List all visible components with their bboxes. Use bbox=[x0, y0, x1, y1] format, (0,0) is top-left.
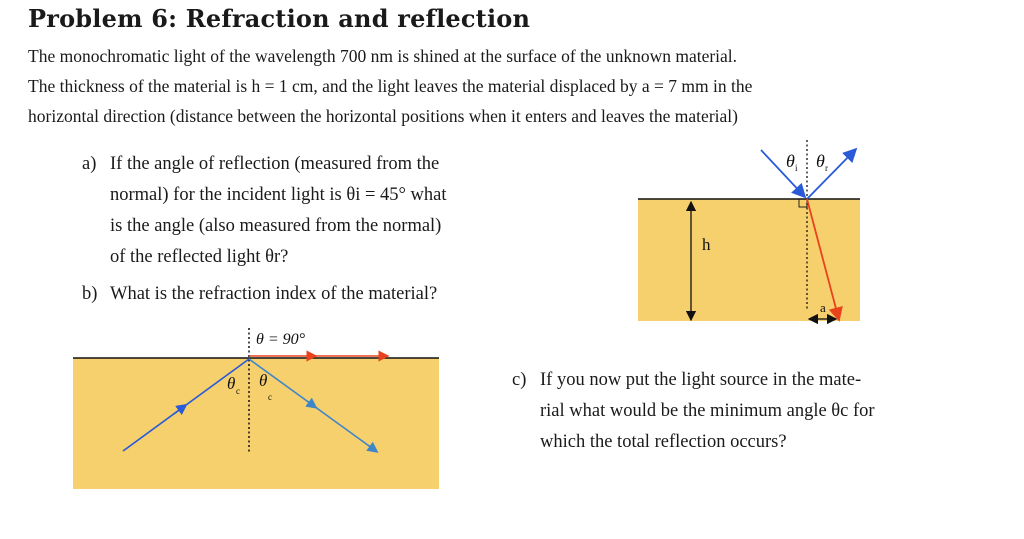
problem-title: Problem 6: Refraction and reflection bbox=[28, 4, 531, 33]
question-b-line-1: What is the refraction index of the material? bbox=[110, 284, 438, 304]
question-a-label: a) bbox=[82, 154, 97, 174]
reflected-ray bbox=[807, 149, 856, 199]
question-b-label: b) bbox=[82, 284, 98, 304]
theta-subscript: c bbox=[268, 392, 272, 402]
theta-c-subscript: c bbox=[236, 386, 240, 396]
theta-i-subscript: i bbox=[795, 163, 798, 173]
material-slab bbox=[638, 199, 860, 321]
intro-line-1: The monochromatic light of the wavelength 700 nm is shined at the surface of the unknown material. bbox=[28, 46, 738, 66]
h-label: h bbox=[702, 235, 711, 254]
material-block bbox=[73, 358, 439, 489]
question-c-label: c) bbox=[512, 370, 527, 390]
total-reflection-diagram bbox=[70, 322, 445, 490]
theta-r-subscript: r bbox=[825, 163, 828, 173]
question-a bbox=[82, 149, 532, 279]
refraction-diagram bbox=[630, 140, 870, 330]
incident-ray bbox=[761, 150, 805, 197]
question-a-line-1: If the angle of reflection (measured from the bbox=[110, 154, 440, 174]
theta-90-label: θ = 90° bbox=[256, 331, 306, 348]
question-a-line-2: normal) for the incident light is θi = 45° what bbox=[110, 185, 447, 205]
question-c-line-2: rial what would be the minimum angle θc for bbox=[540, 401, 875, 421]
theta-r-label: θ bbox=[816, 151, 825, 171]
theta-c-label: θ bbox=[227, 374, 236, 393]
intro-line-3: horizontal direction (distance between the horizontal positions when it enters and leaves the material) bbox=[28, 106, 738, 126]
question-b bbox=[82, 279, 532, 311]
problem-intro bbox=[28, 41, 1018, 131]
question-a-line-4: of the reflected light θr? bbox=[110, 247, 289, 267]
question-c bbox=[512, 365, 962, 465]
a-label: a bbox=[820, 300, 826, 315]
intro-line-2: The thickness of the material is h = 1 cm, and the light leaves the material displaced by a = 7 mm in the bbox=[28, 76, 753, 96]
theta-label: θ bbox=[259, 371, 268, 390]
theta-i-label: θ bbox=[786, 151, 795, 171]
question-a-line-3: is the angle (also measured from the normal) bbox=[110, 216, 442, 236]
question-c-line-3: which the total reflection occurs? bbox=[540, 432, 787, 452]
question-c-line-1: If you now put the light source in the mate- bbox=[540, 370, 862, 390]
